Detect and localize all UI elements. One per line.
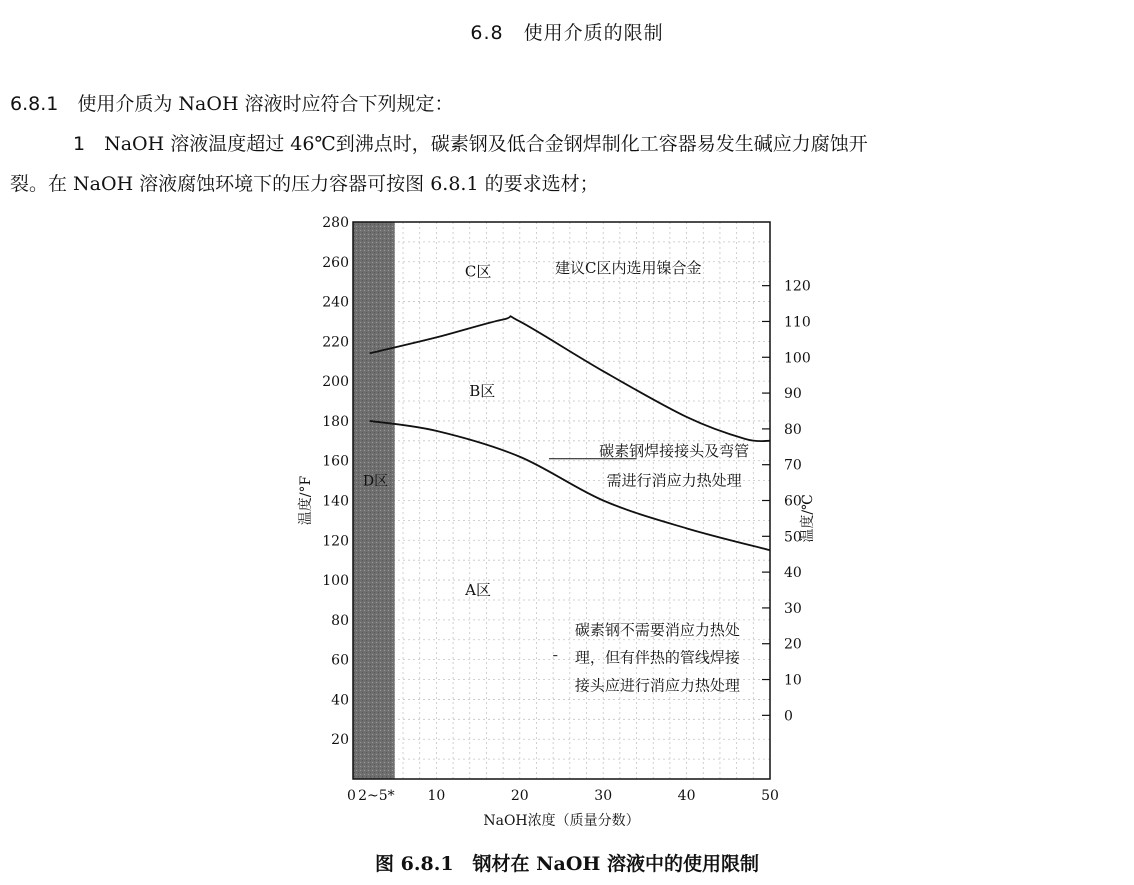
x-tick-label: 0 [347, 788, 356, 804]
a-zone-label: A区 [465, 581, 492, 600]
y-left-tick-label: 120 [322, 533, 349, 550]
x-tick-label: 50 [761, 788, 779, 804]
y-left-tick-label: 260 [322, 254, 349, 271]
clause-line [10, 89, 454, 116]
x-tick-label: 10 [427, 788, 446, 804]
a-zone-note-line: 碳素钢不需要消应力热处 [574, 620, 740, 639]
plot-frame [353, 222, 770, 779]
c-zone-note: 建议C区内选用镍合金 [554, 258, 702, 277]
x-tick-label: 20 [510, 788, 529, 804]
d-zone-shading [353, 222, 395, 779]
section-title [0, 18, 1134, 45]
y-right-tick-label: 70 [784, 457, 802, 474]
y-left-tick-label: 220 [322, 334, 349, 351]
y-right-tick-label: 10 [784, 672, 802, 689]
item-1-line-2 [10, 169, 599, 196]
x-axis-title: NaOH浓度（质量分数） [483, 813, 640, 829]
naoh-chart [280, 210, 820, 835]
y-left-tick-label: 200 [322, 374, 349, 391]
y-left-tick-label: 160 [322, 453, 349, 470]
clause-text: 使用介质为 NaOH 溶液时应符合下列规定： [77, 93, 454, 115]
a-zone-note-line: 接头应进行消应力热处理 [574, 676, 740, 695]
y-left-tick-label: 240 [322, 294, 349, 311]
y-left-tick-label: 20 [331, 732, 349, 749]
figure-caption: 图 6.8.1 钢材在 NaOH 溶液中的使用限制 [375, 853, 759, 875]
y-left-tick-label: 100 [322, 573, 349, 590]
chart-grid [353, 222, 770, 779]
y-right-tick-label: 110 [784, 314, 811, 331]
y-right-tick-label: 100 [784, 350, 811, 367]
y-right-tick-label: 20 [784, 636, 802, 653]
y-left-tick-label: 80 [331, 612, 349, 629]
c-zone-label: C区 [464, 262, 492, 281]
item-text-2: 裂。在 NaOH 溶液腐蚀环境下的压力容器可按图 6.8.1 的要求选材； [10, 173, 599, 195]
y-left-tick-label: 140 [322, 493, 349, 510]
y-left-tick-label: 60 [331, 652, 349, 669]
y-right-tick-label: 60 [784, 493, 802, 510]
chart-labels [363, 259, 749, 695]
item-text-1: NaOH 溶液温度超过 46℃到沸点时，碳素钢及低合金钢焊制化工容器易发生碱应力腐蚀开 [104, 133, 868, 155]
a-zone-note-line: 理，但有伴热的管线焊接 [574, 648, 740, 667]
y-right-tick-label: 120 [784, 278, 811, 295]
y-right-tick-label: 90 [784, 386, 802, 403]
b-zone-label: B区 [469, 382, 496, 401]
item-1-line-1 [73, 129, 868, 156]
b-zone-note-line: 需进行消应力热处理 [606, 471, 742, 490]
y-right-tick-label: 30 [784, 600, 802, 617]
y-right-tick-label: 0 [784, 708, 793, 725]
b-zone-note-line: 碳素钢焊接接头及弯管 [599, 441, 750, 460]
y-right-axis-title: 温度/℃ [800, 494, 816, 543]
d-zone-label: D区 [362, 473, 389, 490]
item-number: 1 [73, 133, 86, 155]
section-number: 6.8 [470, 22, 504, 44]
x-special-tick-label: 2~5* [358, 788, 395, 804]
y-left-tick-label: 180 [322, 413, 349, 430]
y-left-axis-title: 温度/°F [298, 475, 314, 526]
section-title-text: 使用介质的限制 [523, 22, 664, 44]
y-right-tick-label: 40 [784, 565, 802, 582]
y-right-tick-label: 50 [784, 529, 802, 546]
x-tick-label: 40 [677, 788, 696, 804]
clause-number: 6.8.1 [10, 93, 59, 115]
x-tick-label: 30 [594, 788, 613, 804]
y-right-tick-label: 80 [784, 421, 802, 438]
y-left-tick-label: 280 [322, 215, 349, 231]
y-left-tick-label: 40 [331, 692, 349, 709]
